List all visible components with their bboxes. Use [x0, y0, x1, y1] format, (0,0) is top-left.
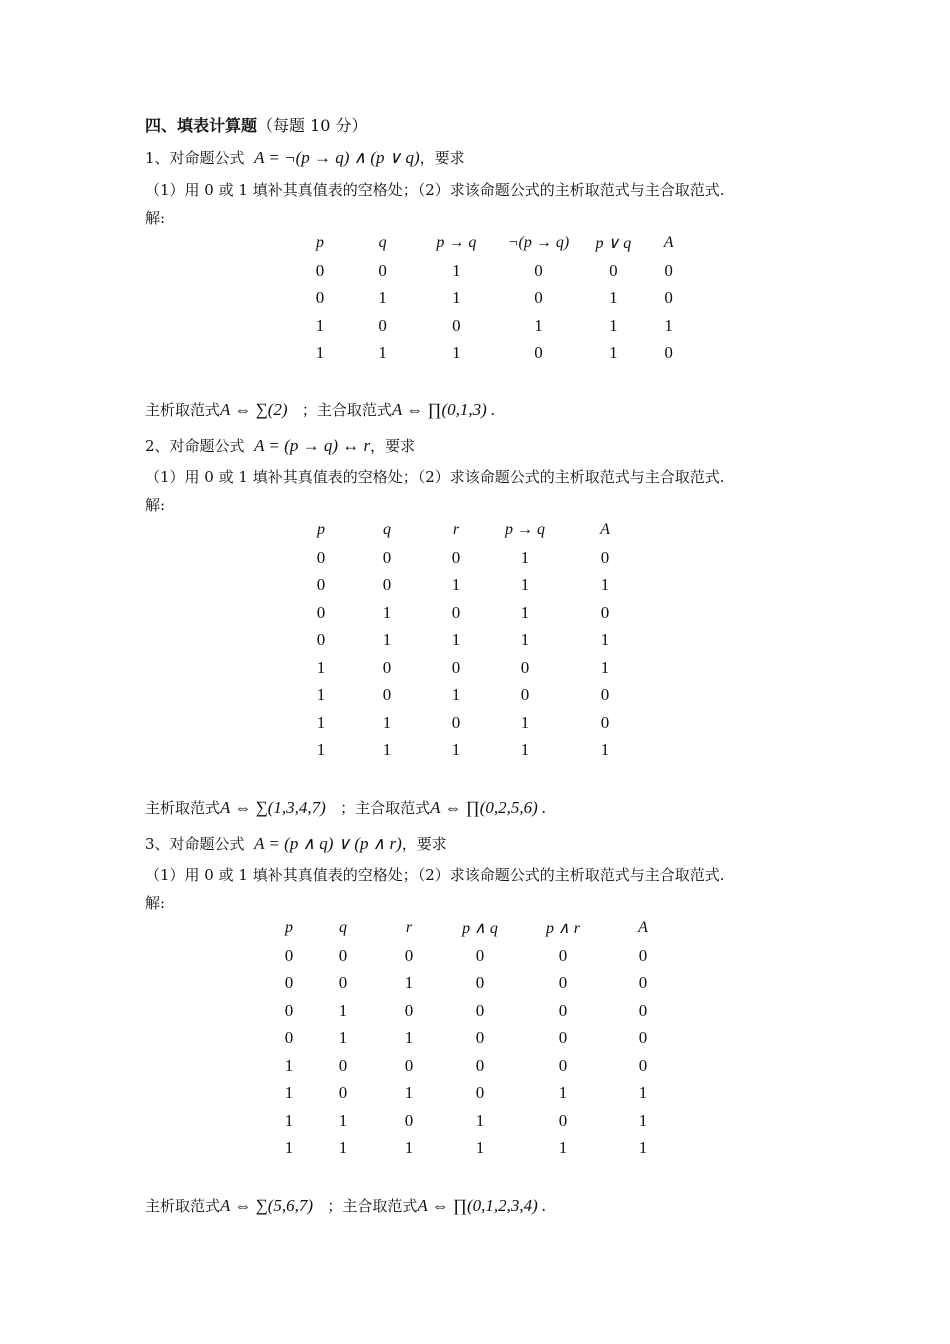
table-cell: 0 — [338, 973, 348, 993]
problem-intro: 对命题公式 — [169, 835, 245, 853]
table-cell: 0 — [316, 602, 326, 622]
table-row — [268, 942, 678, 970]
header-cell: p — [316, 234, 325, 251]
dnf-formula: A ⇔ ∑(5,6,7) — [220, 1196, 314, 1215]
table-row — [300, 312, 700, 340]
table-cell: 1 — [316, 712, 326, 732]
table-header-row — [300, 229, 700, 257]
table-cell: 1 — [316, 657, 326, 677]
cnf-formula: A ⇔ ∏(0,2,5,6) . — [430, 798, 547, 817]
separator: ； — [301, 401, 317, 419]
table-cell: 1 — [404, 1138, 414, 1158]
dnf-formula: A ⇔ ∑(1,3,4,7) — [220, 798, 326, 817]
table-cell: 1 — [475, 1110, 485, 1130]
table-cell: 0 — [475, 1028, 485, 1048]
table-row — [300, 709, 640, 737]
table-cell: 0 — [638, 945, 648, 965]
problem-formula: A = ¬(p → q) ∧ (p ∨ q) — [254, 148, 420, 167]
table-cell: 1 — [638, 1138, 648, 1158]
table-cell: 1 — [520, 630, 530, 650]
cnf-label: 主合取范式 — [342, 1197, 418, 1215]
table-row — [300, 544, 640, 572]
table-row — [300, 285, 700, 313]
header-cell: p ∧ q — [462, 920, 498, 937]
table-row — [268, 1052, 678, 1080]
table-cell: 0 — [451, 547, 461, 567]
table-cell: 1 — [315, 343, 325, 363]
table-cell: 0 — [338, 945, 348, 965]
table-cell: 1 — [338, 1000, 348, 1020]
table-cell: 0 — [558, 945, 568, 965]
table-cell: 1 — [609, 343, 618, 363]
table-cell: 1 — [382, 630, 392, 650]
table-cell: 0 — [284, 1000, 294, 1020]
table-row — [268, 1025, 678, 1053]
problem-3-statement — [145, 834, 447, 854]
table-cell: 0 — [475, 1055, 485, 1075]
section-heading — [145, 116, 368, 136]
table-cell: 0 — [600, 712, 610, 732]
table-cell: 1 — [638, 1110, 648, 1130]
table-row — [300, 682, 640, 710]
table-cell: 0 — [664, 288, 673, 308]
dnf-label: 主析取范式 — [145, 799, 221, 817]
table-cell: 1 — [452, 260, 461, 280]
table-cell: 0 — [404, 1110, 414, 1130]
table-cell: 0 — [382, 575, 392, 595]
cnf-formula: A ⇔ ∏(0,1,2,3,4) . — [417, 1196, 547, 1215]
dnf-label: 主析取范式 — [145, 1197, 221, 1215]
problem-3-instruction: （1）用 0 或 1 填补其真值表的空格处；（2）求该命题公式的主析取范式与主合取范式. — [145, 866, 725, 884]
table-cell: 0 — [534, 260, 543, 280]
table-cell: 0 — [404, 1000, 414, 1020]
table-cell: 1 — [382, 712, 392, 732]
table-row — [300, 257, 700, 285]
table-cell: 0 — [609, 260, 618, 280]
table-cell: 1 — [600, 630, 610, 650]
table-cell: 0 — [475, 973, 485, 993]
problem-1-instruction: （1）用 0 或 1 填补其真值表的空格处；（2）求该命题公式的主析取范式与主合取范式. — [145, 181, 725, 199]
table-cell: 1 — [638, 1083, 648, 1103]
header-cell: A — [663, 234, 674, 251]
header-cell: p → q — [436, 234, 477, 251]
problem-2-statement — [145, 436, 415, 456]
problem-requirement: ，要求 — [419, 149, 465, 167]
problem-requirement: ，要求 — [401, 835, 447, 853]
table-cell: 1 — [284, 1110, 294, 1130]
table-cell: 0 — [338, 1055, 348, 1075]
table-cell: 1 — [664, 315, 673, 335]
table-cell: 0 — [475, 945, 485, 965]
table-cell: 0 — [520, 657, 530, 677]
header-cell: ¬(p → q) — [507, 234, 570, 251]
table-cell: 0 — [600, 685, 610, 705]
table-cell: 1 — [378, 343, 387, 363]
header-cell: q — [378, 234, 387, 251]
table-cell: 0 — [558, 1028, 568, 1048]
header-cell: p ∨ q — [595, 235, 632, 252]
table-cell: 0 — [638, 1055, 648, 1075]
table-cell: 0 — [315, 260, 325, 280]
problem-number: 2、 — [145, 437, 170, 455]
table-row — [268, 970, 678, 998]
separator: ； — [340, 799, 356, 817]
problem-number: 3、 — [145, 835, 170, 853]
table-cell: 0 — [378, 315, 387, 335]
table-cell: 1 — [600, 740, 610, 760]
header-cell: r — [405, 919, 413, 936]
table-cell: 1 — [451, 685, 461, 705]
table-cell: 1 — [316, 740, 326, 760]
table-cell: 1 — [452, 288, 461, 308]
problem-intro: 对命题公式 — [169, 437, 245, 455]
table-cell: 0 — [404, 1055, 414, 1075]
problem-1-solution-label: 解: — [145, 209, 166, 227]
header-cell: p ∧ r — [546, 920, 580, 937]
table-cell: 1 — [451, 740, 461, 760]
problem-2-solution-label: 解: — [145, 496, 166, 514]
table-cell: 1 — [284, 1055, 294, 1075]
table-cell: 1 — [338, 1028, 348, 1048]
table-cell: 1 — [520, 740, 530, 760]
table-cell: 0 — [558, 973, 568, 993]
table-row — [300, 737, 640, 765]
table-cell: 1 — [558, 1083, 568, 1103]
table-cell: 0 — [451, 602, 461, 622]
table-cell: 0 — [520, 685, 530, 705]
problem-formula: A = (p → q) ↔ r — [254, 436, 371, 455]
separator: ； — [327, 1197, 343, 1215]
table-cell: 1 — [451, 630, 461, 650]
problem-3-solution-label: 解: — [145, 894, 166, 912]
table-cell: 1 — [338, 1138, 348, 1158]
problem-2-instruction: （1）用 0 或 1 填补其真值表的空格处；（2）求该命题公式的主析取范式与主合取范式. — [145, 468, 725, 486]
table-cell: 1 — [382, 602, 392, 622]
header-cell: p → q — [505, 521, 545, 538]
table-cell: 1 — [520, 712, 530, 732]
table-cell: 0 — [534, 343, 543, 363]
table-cell: 1 — [284, 1138, 294, 1158]
table-cell: 0 — [316, 575, 326, 595]
table-cell: 0 — [338, 1083, 348, 1103]
dnf-label: 主析取范式 — [145, 401, 221, 419]
table-cell: 1 — [520, 602, 530, 622]
problem-requirement: ，要求 — [370, 437, 416, 455]
table-cell: 1 — [600, 575, 610, 595]
section-title: 四、填表计算题 — [145, 116, 258, 135]
table-cell: 1 — [378, 288, 387, 308]
table-cell: 0 — [558, 1110, 568, 1130]
table-cell: 0 — [664, 260, 673, 280]
header-cell: q — [339, 919, 347, 936]
table-header-row — [268, 914, 678, 942]
truth-table-1 — [300, 229, 700, 367]
table-cell: 0 — [382, 657, 392, 677]
table-cell: 1 — [404, 1028, 414, 1048]
table-cell: 1 — [451, 575, 461, 595]
header-cell: r — [452, 521, 460, 538]
table-cell: 0 — [284, 1028, 294, 1048]
table-cell: 1 — [404, 1083, 414, 1103]
problem-intro: 对命题公式 — [169, 149, 245, 167]
problem-1-statement — [145, 148, 465, 168]
table-cell: 0 — [475, 1083, 485, 1103]
table-row — [300, 572, 640, 600]
table-cell: 1 — [452, 343, 461, 363]
table-cell: 1 — [600, 657, 610, 677]
table-row — [300, 599, 640, 627]
table-header-row — [300, 516, 640, 544]
table-cell: 0 — [534, 288, 543, 308]
table-cell: 0 — [475, 1000, 485, 1020]
problem-formula: A = (p ∧ q) ∨ (p ∧ r) — [254, 834, 402, 853]
table-cell: 0 — [638, 973, 648, 993]
header-cell: p — [285, 919, 293, 936]
table-cell: 1 — [520, 575, 530, 595]
header-cell: A — [638, 919, 648, 936]
table-cell: 0 — [404, 945, 414, 965]
dnf-formula: A ⇔ ∑(2) — [220, 400, 288, 419]
table-row — [268, 1135, 678, 1163]
truth-table-2 — [300, 516, 640, 764]
problem-1-normal-forms — [145, 400, 495, 420]
table-row — [300, 340, 700, 368]
table-cell: 1 — [534, 315, 543, 335]
problem-3-normal-forms — [145, 1196, 546, 1216]
table-cell: 1 — [609, 288, 618, 308]
table-cell: 0 — [600, 547, 610, 567]
table-cell: 0 — [558, 1000, 568, 1020]
table-cell: 0 — [378, 260, 387, 280]
table-cell: 1 — [520, 547, 530, 567]
header-cell: q — [383, 521, 391, 538]
table-row — [268, 1080, 678, 1108]
problem-2-normal-forms — [145, 798, 546, 818]
truth-table-3 — [268, 914, 678, 1162]
table-row — [300, 627, 640, 655]
table-row — [300, 654, 640, 682]
table-cell: 0 — [664, 343, 673, 363]
table-cell: 0 — [638, 1028, 648, 1048]
table-cell: 0 — [600, 602, 610, 622]
table-cell: 0 — [315, 288, 325, 308]
table-row — [268, 1107, 678, 1135]
cnf-label: 主合取范式 — [316, 401, 392, 419]
table-cell: 1 — [609, 315, 618, 335]
table-cell: 0 — [638, 1000, 648, 1020]
table-row — [268, 997, 678, 1025]
header-cell: A — [600, 521, 610, 538]
table-cell: 0 — [316, 630, 326, 650]
table-cell: 0 — [451, 712, 461, 732]
cnf-label: 主合取范式 — [355, 799, 431, 817]
table-cell: 1 — [558, 1138, 568, 1158]
table-cell: 0 — [382, 547, 392, 567]
table-cell: 0 — [382, 685, 392, 705]
section-score-note: （每题 10 分） — [257, 116, 368, 135]
table-cell: 1 — [404, 973, 414, 993]
table-cell: 1 — [338, 1110, 348, 1130]
table-cell: 1 — [475, 1138, 485, 1158]
cnf-formula: A ⇔ ∏(0,1,3) . — [391, 400, 496, 419]
table-cell: 0 — [558, 1055, 568, 1075]
problem-number: 1、 — [145, 149, 170, 167]
table-cell: 1 — [315, 315, 325, 335]
table-cell: 1 — [284, 1083, 294, 1103]
table-cell: 1 — [382, 740, 392, 760]
table-cell: 1 — [316, 685, 326, 705]
table-cell: 0 — [452, 315, 461, 335]
table-cell: 0 — [316, 547, 326, 567]
header-cell: p — [317, 521, 325, 538]
table-cell: 0 — [451, 657, 461, 677]
table-cell: 0 — [284, 945, 294, 965]
table-cell: 0 — [284, 973, 294, 993]
